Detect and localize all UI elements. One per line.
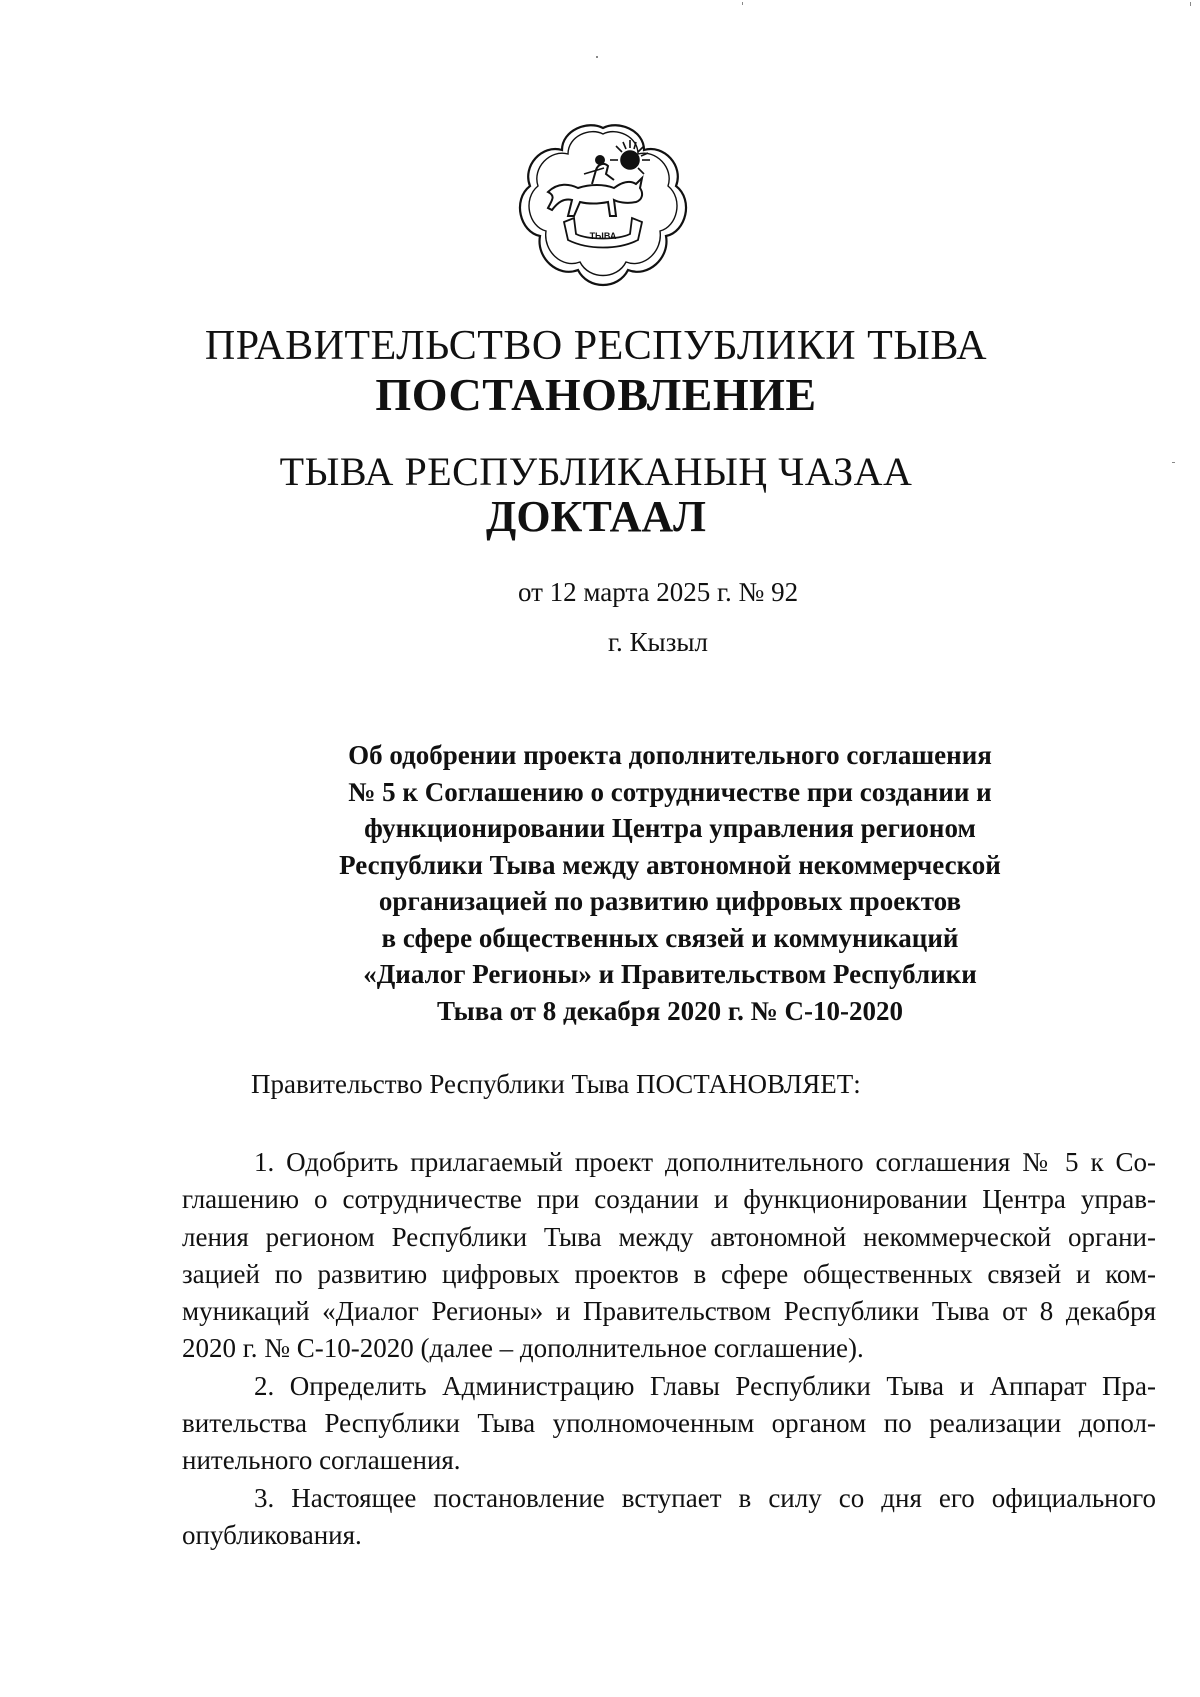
document-city: г. Кызыл [608, 627, 708, 657]
government-title-tyv: ТЫВА РЕСПУБЛИКАНЫҢ ЧАЗАА [279, 449, 913, 494]
government-title-ru: ПРАВИТЕЛЬСТВО РЕСПУБЛИКИ ТЫВА [204, 323, 988, 369]
body-item-2 [182, 1368, 1156, 1480]
body-line: 2020 г. № С-10-2020 (далее – дополнительное соглашение). [182, 1333, 864, 1364]
document-body [182, 1144, 1156, 1554]
subject-line: в сфере общественных связей и коммуникаций [381, 922, 959, 953]
body-line: вительства Республики Тыва уполномоченным органом по реализации допол- [182, 1408, 1156, 1439]
document-subject [270, 737, 1070, 1029]
subject-line: функционировании Центра управления регионом [364, 813, 976, 843]
subject-line: Республики Тыва между автономной некоммерческой [339, 849, 1001, 880]
subject-line: организацией по развитию цифровых проектов [378, 886, 962, 916]
subject-line: «Диалог Регионы» и Правительством Республики [363, 959, 977, 989]
decree-statement: Правительство Республики Тыва ПОСТАНОВЛЯЕТ: [251, 1069, 861, 1099]
subject-line: Тыва от 8 декабря 2020 г. № С-10-2020 [437, 995, 903, 1026]
body-line: зацией по развитию цифровых проектов в сфере общественных связей и ком- [182, 1258, 1156, 1289]
subject-line: № 5 к Соглашению о сотрудничестве при создании и [348, 776, 992, 807]
subject-line: Об одобрении проекта дополнительного соглашения [348, 740, 992, 770]
document-type-ru: ПОСТАНОВЛЕНИЕ [375, 369, 817, 420]
tuva-coat-of-arms-icon [518, 122, 688, 290]
body-line: муникаций «Диалог Регионы» и Правительством Республики Тыва от 8 декабря [182, 1296, 1156, 1327]
body-line: ления регионом Республики Тыва между автономной некоммерческой органи- [182, 1221, 1156, 1252]
body-line: нительного соглашения. [182, 1445, 461, 1476]
emblem-text: ТЫВА [589, 231, 617, 241]
body-line: 2. Определить Администрацию Главы Республики Тыва и Аппарат Пра- [254, 1370, 1156, 1401]
body-line: опубликования. [182, 1519, 362, 1550]
body-line: 3. Настоящее постановление вступает в силу со дня его официального [254, 1482, 1156, 1513]
body-item-1 [182, 1144, 1156, 1368]
body-line: 1. Одобрить прилагаемый проект дополнительного соглашения № 5 к Со- [254, 1147, 1156, 1177]
scan-speck [1190, 2, 1191, 6]
scan-speck [742, 2, 743, 5]
body-line: глашению о сотрудничестве при создании и функционировании Центра управ- [182, 1184, 1156, 1215]
document-type-tyv: ДОКТААЛ [486, 492, 706, 541]
scan-speck [1172, 462, 1175, 463]
body-item-3 [182, 1480, 1156, 1555]
document-date-number: от 12 марта 2025 г. № 92 [517, 577, 799, 607]
scan-speck [596, 56, 598, 58]
